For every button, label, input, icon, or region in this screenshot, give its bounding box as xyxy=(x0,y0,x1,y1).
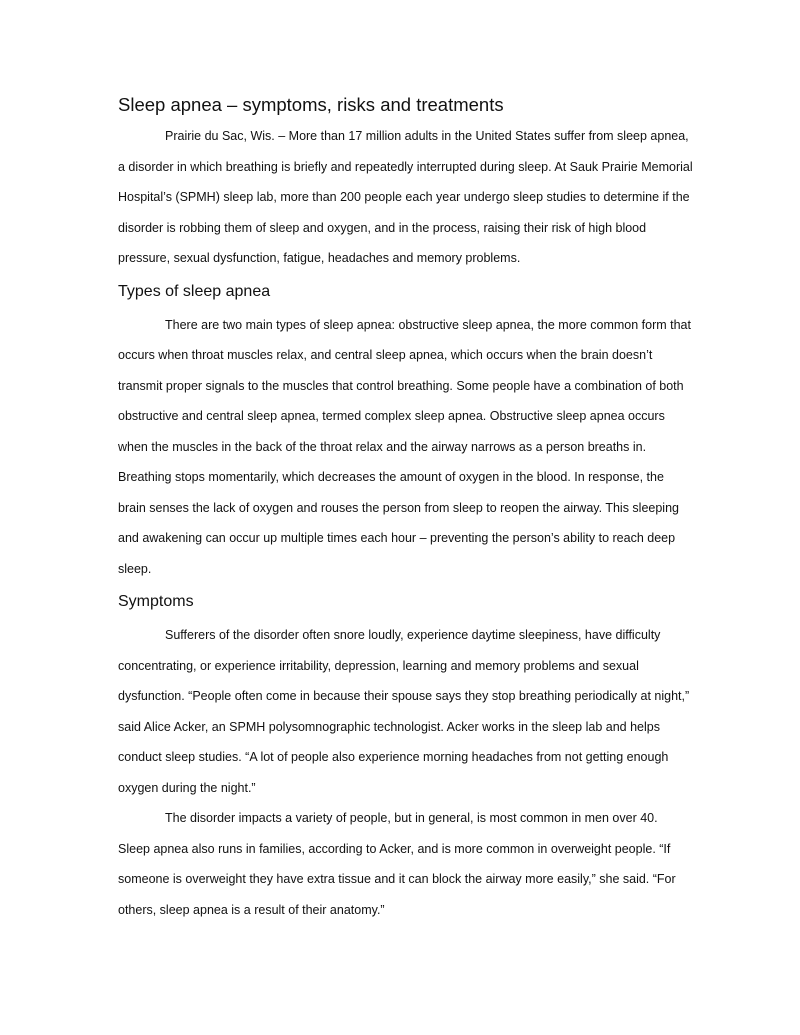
symptoms-paragraph-1: Sufferers of the disorder often snore loudly, experience daytime sleepiness, have difficulty concentrating, or experience irritability, depression, learning and memory problems and sexual dysfunction. “People often come in because their spouse says they stop breathing periodically at night,” said Alice Acker, an SPMH polysomnographic technologist. Acker works in the sleep lab and helps conduct sleep studies. “A lot of people also experience morning headaches from not getting enough oxygen during the night.” xyxy=(118,628,690,795)
section-heading-types: Types of sleep apnea xyxy=(118,282,271,300)
symptoms-paragraph-2: The disorder impacts a variety of people, but in general, is most common in men over 40. Sleep apnea also runs in families, according to Acker, and is more common in overweight people. “If someone is overweight they have extra tissue and it can block the airway more easily,” she said. “For others, sleep apnea is a result of their anatomy.” xyxy=(118,811,676,917)
document-page xyxy=(118,92,693,925)
document-title: Sleep apnea – symptoms, risks and treatments xyxy=(118,94,504,115)
intro-paragraph: Prairie du Sac, Wis. – More than 17 million adults in the United States suffer from sleep apnea, a disorder in which breathing is briefly and repeatedly interrupted during sleep. At Sauk Prairie Memorial Hospital’s (SPMH) sleep lab, more than 200 people each year undergo sleep studies to determine if the disorder is robbing them of sleep and oxygen, and in the process, raising their risk of high blood pressure, sexual dysfunction, fatigue, headaches and memory problems. xyxy=(118,129,693,265)
types-paragraph: There are two main types of sleep apnea: obstructive sleep apnea, the more common form that occurs when throat muscles relax, and central sleep apnea, which occurs when the brain doesn’t transmit proper signals to the muscles that control breathing. Some people have a combination of both obstructive and central sleep apnea, termed complex sleep apnea. Obstructive sleep apnea occurs when the muscles in the back of the throat relax and the airway narrows as a person breaths in. Breathing stops momentarily, which decreases the amount of oxygen in the blood. In response, the brain senses the lack of oxygen and rouses the person from sleep to reopen the airway. This sleeping and awakening can occur up multiple times each hour – preventing the person’s ability to reach deep sleep. xyxy=(118,317,691,576)
section-heading-symptoms: Symptoms xyxy=(118,593,194,610)
